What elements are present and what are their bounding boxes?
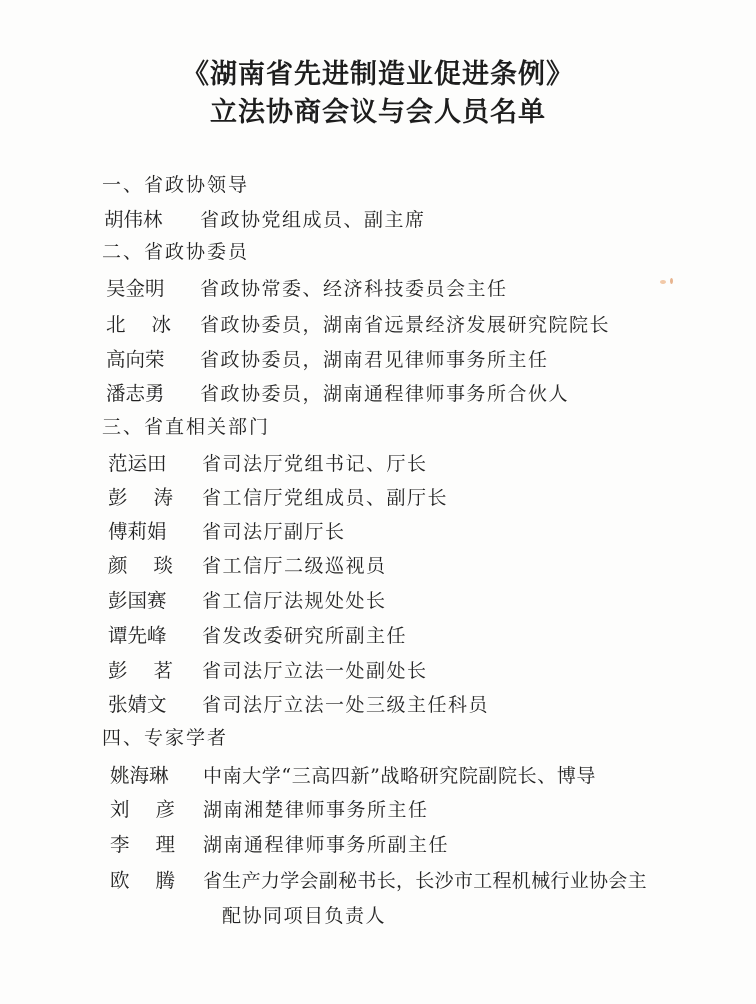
member-role: 省政协委员，湖南通程律师事务所合伙人 xyxy=(200,383,570,405)
member-role: 省政协党组成员、副主席 xyxy=(200,209,426,231)
member-name: 彭国赛 xyxy=(108,589,167,612)
member-name: 彭涛 xyxy=(108,486,200,509)
member-name: 北冰 xyxy=(106,313,198,336)
member-role-continuation: 配协同项目负责人 xyxy=(222,905,387,927)
member-name: 潘志勇 xyxy=(106,382,165,405)
member-name: 欧腾 xyxy=(110,869,202,892)
member-name: 高向荣 xyxy=(106,348,165,371)
member-name: 傅莉娟 xyxy=(108,520,167,543)
section-heading-4: 四、专家学者 xyxy=(102,727,229,749)
member-name: 李理 xyxy=(110,833,202,856)
member-name: 范运田 xyxy=(108,452,167,475)
member-role: 中南大学“三高四新”战略研究院副院长、博导 xyxy=(203,765,597,787)
member-role: 省发改委研究所副主任 xyxy=(202,625,408,647)
document-title-line2: 立法协商会议与会人员名单 xyxy=(210,97,546,128)
member-role: 省生产力学会副秘书长，长沙市工程机械行业协会主 xyxy=(203,870,647,892)
section-heading-3: 三、省直相关部门 xyxy=(102,416,271,438)
member-name: 胡伟林 xyxy=(104,208,163,231)
member-role: 省司法厅立法一处三级主任科员 xyxy=(202,694,490,716)
member-name: 颜琰 xyxy=(108,554,200,577)
member-name: 张婧文 xyxy=(108,693,167,716)
ink-speck xyxy=(670,278,673,284)
member-role: 省工信厅法规处处长 xyxy=(202,590,387,612)
member-role: 省司法厅党组书记、厅长 xyxy=(202,453,428,475)
member-role: 省工信厅二级巡视员 xyxy=(202,555,387,577)
member-name: 吴金明 xyxy=(106,277,165,300)
document-title-line1: 《湖南省先进制造业促进条例》 xyxy=(182,59,574,90)
member-name: 彭茗 xyxy=(108,659,200,682)
member-role: 省工信厅党组成员、副厅长 xyxy=(202,487,449,509)
member-role: 湖南湘楚律师事务所主任 xyxy=(203,799,429,821)
member-role: 省司法厅副厅长 xyxy=(202,521,346,543)
member-name: 刘彦 xyxy=(110,798,202,821)
member-role: 湖南通程律师事务所副主任 xyxy=(203,834,450,856)
member-role: 省政协委员，湖南省远景经济发展研究院院长 xyxy=(200,314,611,336)
member-name: 姚海琳 xyxy=(110,764,169,787)
member-role: 省政协常委、经济科技委员会主任 xyxy=(200,278,508,300)
section-heading-1: 一、省政协领导 xyxy=(102,174,250,196)
section-heading-2: 二、省政协委员 xyxy=(102,241,250,263)
member-role: 省政协委员，湖南君见律师事务所主任 xyxy=(200,349,549,371)
ink-speck xyxy=(660,280,666,284)
member-name: 谭先峰 xyxy=(108,624,167,647)
member-role: 省司法厅立法一处副处长 xyxy=(202,660,428,682)
